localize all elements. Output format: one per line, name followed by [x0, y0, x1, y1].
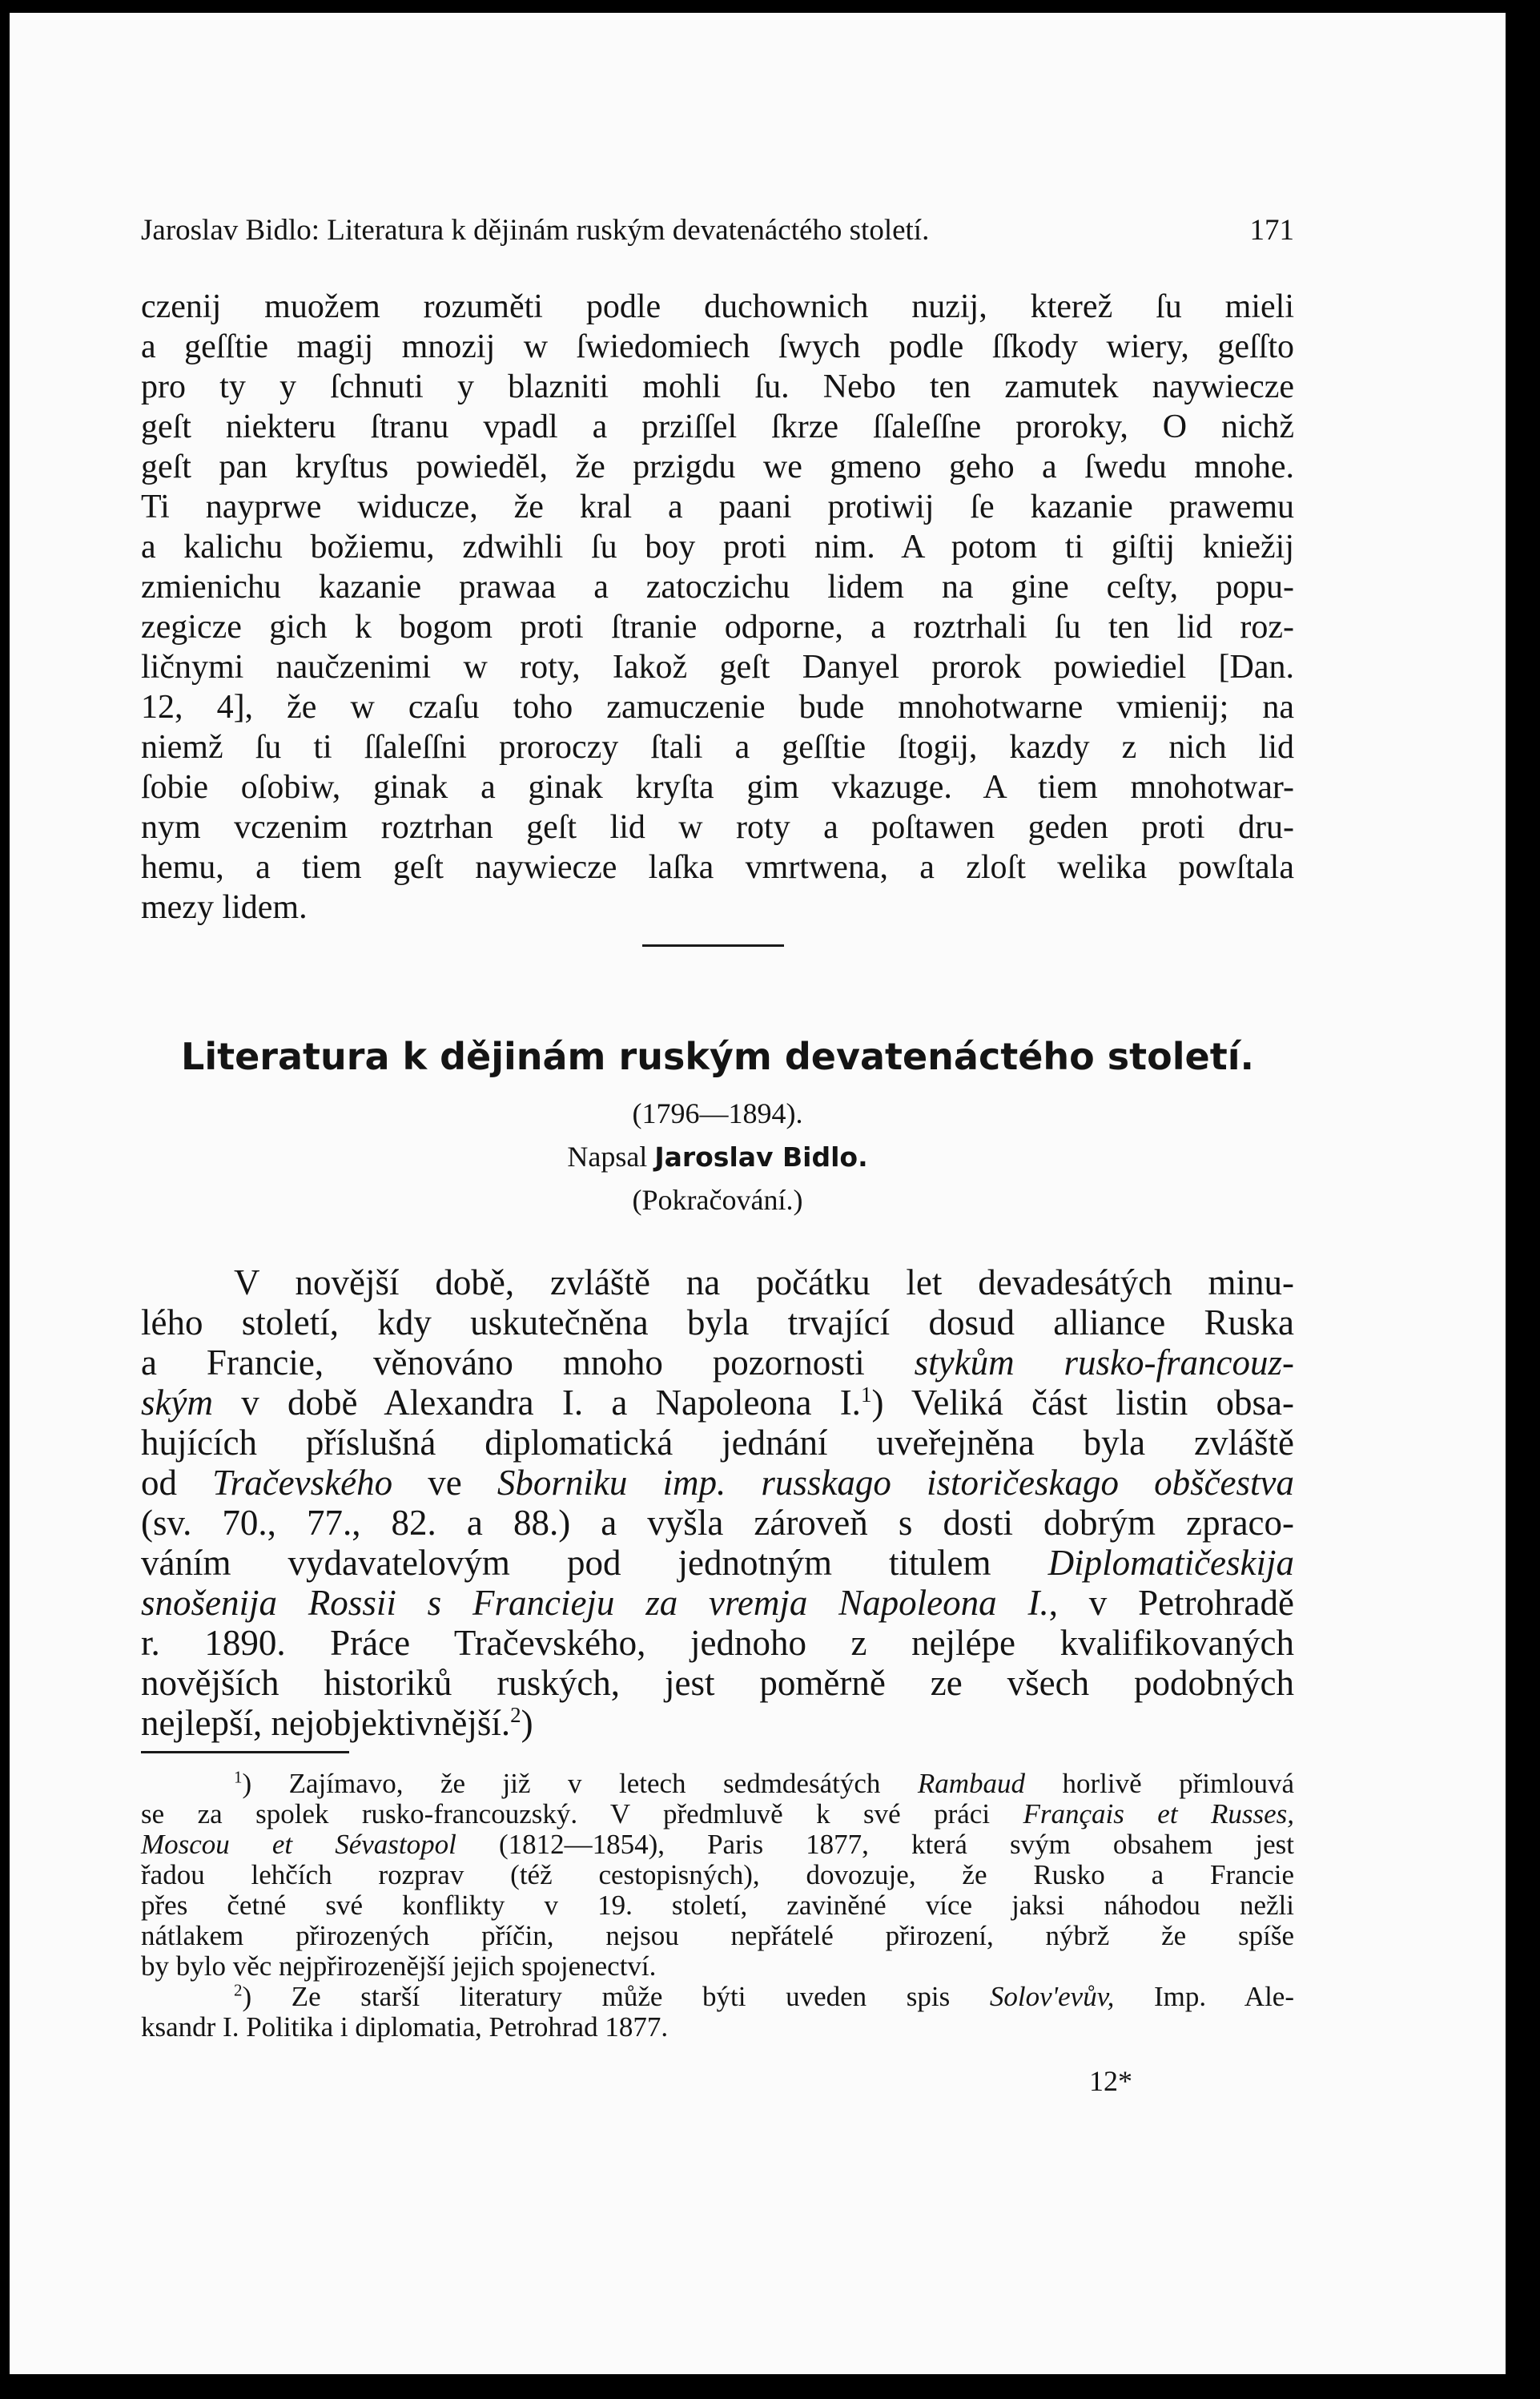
footnote-line: přes četné své konflikty v 19. století, zaviněné více jaksi náhodou nežli — [141, 1890, 1294, 1921]
text-line: geſt niekteru ſtranu vpadl a prziſſel ſkrze ſſaleſſne proroky, O nichž — [141, 409, 1294, 445]
section-divider — [642, 944, 784, 947]
text-line: niemž ſu ti ſſaleſſni proroczy ſtali a geſſtie ſtogij, kazdy z nich lid — [141, 729, 1294, 766]
text-line: nym vczenim roztrhan geſt lid w roty a poſtawen geden proti dru- — [141, 809, 1294, 846]
author-name: Jaroslav Bidlo. — [654, 1141, 868, 1173]
footnote-line: ksandr I. Politika i diplomatia, Petrohrad 1877. — [141, 2011, 669, 2043]
text-line: mezy lidem. — [141, 889, 308, 926]
text-line: Ti nayprwe widucze, že kral a paani protiwij ſe kazanie prawemu — [141, 489, 1294, 525]
text-line: a kalichu božiemu, zdwihli ſu boy proti nim. A potom ti giſtij kniežij — [141, 529, 1294, 566]
text-line: (sv. 70., 77., 82. a 88.) a vyšla zároveň s dosti dobrým zpraco- — [141, 1503, 1294, 1543]
text-line: geſt pan kryſtus powiedĕl, že przigdu we gmeno geho a ſwedu mnohe. — [141, 449, 1294, 485]
footnote-line: by bylo věc nejpřirozenější jejich spojenectví. — [141, 1950, 657, 1982]
article-byline — [141, 1139, 1294, 1175]
text-line: od Tračevského ve Sborniku imp. russkago istoričeskago obščestva — [141, 1463, 1295, 1503]
footnote-ref-1[interactable]: 1 — [860, 1383, 872, 1407]
article-years: (1796—1894). — [632, 1097, 803, 1129]
footnote-mark-1: 1 — [234, 1767, 243, 1787]
text-line: ským v době Alexandra I. a Napoleona I.$^1$) Veliká část listin obsa- — [141, 1383, 1294, 1423]
footnote-ref-2[interactable]: 2 — [510, 1703, 521, 1727]
article-body — [141, 1262, 1294, 1743]
text-line: nejlepší, nejobjektivnější.$^2$) — [141, 1703, 533, 1743]
page-number: 171 — [1249, 214, 1294, 247]
text-line: zmienichu kazanie prawaa a zatoczichu lidem na gine ceſty, popu- — [141, 569, 1294, 606]
text-line: czenij muožem rozuměti podle duchownich nuzij, kterež ſu mieli — [141, 288, 1294, 325]
signature-mark: 12* — [1089, 2065, 1132, 2097]
text-line: novějších historiků ruských, jest poměrně ze všech podobných — [141, 1663, 1294, 1703]
footnote-line: řadou lehčích rozprav (též cestopisných), dovozuje, že Rusko a Francie — [141, 1859, 1294, 1890]
running-header — [141, 213, 1294, 248]
byline-prefix: Napsal — [567, 1141, 648, 1173]
text-line: zegicze gich k bogom proti ſtranie odporne, a roztrhali ſu ten lid roz- — [141, 609, 1294, 646]
text-line: váním vydavatelovým pod jednotným titulem Diplomatičeskija — [141, 1543, 1295, 1583]
text-line: ličnymi naučzenimi w roty, Iakož geſt Danyel prorok powiediel [Dan. — [141, 649, 1294, 686]
old-czech-quotation — [141, 287, 1294, 928]
text-line: 12, 4], že w czaſu toho zamuczenie bude mnohotwarne vmienij; na — [141, 689, 1294, 726]
footnote-line: se za spolek rusko-francouzský. V předmluvě k své práci Français et Russes, — [141, 1798, 1295, 1829]
continuation-note: (Pokračování.) — [632, 1184, 803, 1216]
footnote-line: nátlakem přirozených příčin, nejsou nepřátelé přirození, nýbrž že spíše — [141, 1920, 1294, 1951]
text-line: pro ty y ſchnuti y blazniti mohli ſu. Nebo ten zamutek naywiecze — [141, 368, 1294, 405]
footnote-line: $^2$) Ze starší literatury může býti uveden spis Solov'evův, Imp. Ale- — [234, 1980, 1294, 2012]
text-line: hemu, a tiem geſt naywiecze laſka vmrtwena, a zloſt welika powſtala — [141, 849, 1294, 886]
text-line: a Francie, věnováno mnoho pozornosti stykům rusko-francouz- — [141, 1342, 1294, 1383]
text-line: a geſſtie magij mnozij w ſwiedomiech ſwych podle ſſkody wiery, geſſto — [141, 328, 1294, 365]
text-line: r. 1890. Práce Tračevského, jednoho z nejlépe kvalifikovaných — [141, 1623, 1294, 1663]
article-title: Literatura k dějinám ruským devatenáctého století. — [181, 1035, 1254, 1078]
text-line: hujících příslušná diplomatická jednání uveřejněna byla zvláště — [141, 1423, 1294, 1463]
text-line: V novější době, zvláště na počátku let devadesátých minu- — [234, 1262, 1294, 1302]
book-page — [10, 13, 1506, 2374]
footnote-rule — [141, 1751, 349, 1753]
footnotes — [141, 1769, 1294, 2043]
footnote-line: $^1$) Zajímavo, že již v letech sedmdesátých Rambaud horlivě přimlouvá — [234, 1767, 1294, 1799]
text-line: lého století, kdy uskutečněna byla trvající dosud alliance Ruska — [141, 1302, 1294, 1342]
running-title: Jaroslav Bidlo: Literatura k dějinám ruským devatenáctého století. — [141, 214, 930, 247]
footnote-mark-2: 2 — [234, 1980, 243, 2000]
text-line: snošenija Rossii s Francieju za vremja Napoleona I., v Petrohradě — [141, 1583, 1294, 1623]
text-line: ſobie oſobiw, ginak a ginak kryſta gim vkazuge. A tiem mnohotwar- — [141, 769, 1294, 806]
footnote-line: Moscou et Sévastopol (1812—1854), Paris 1877, která svým obsahem jest — [141, 1829, 1294, 1860]
